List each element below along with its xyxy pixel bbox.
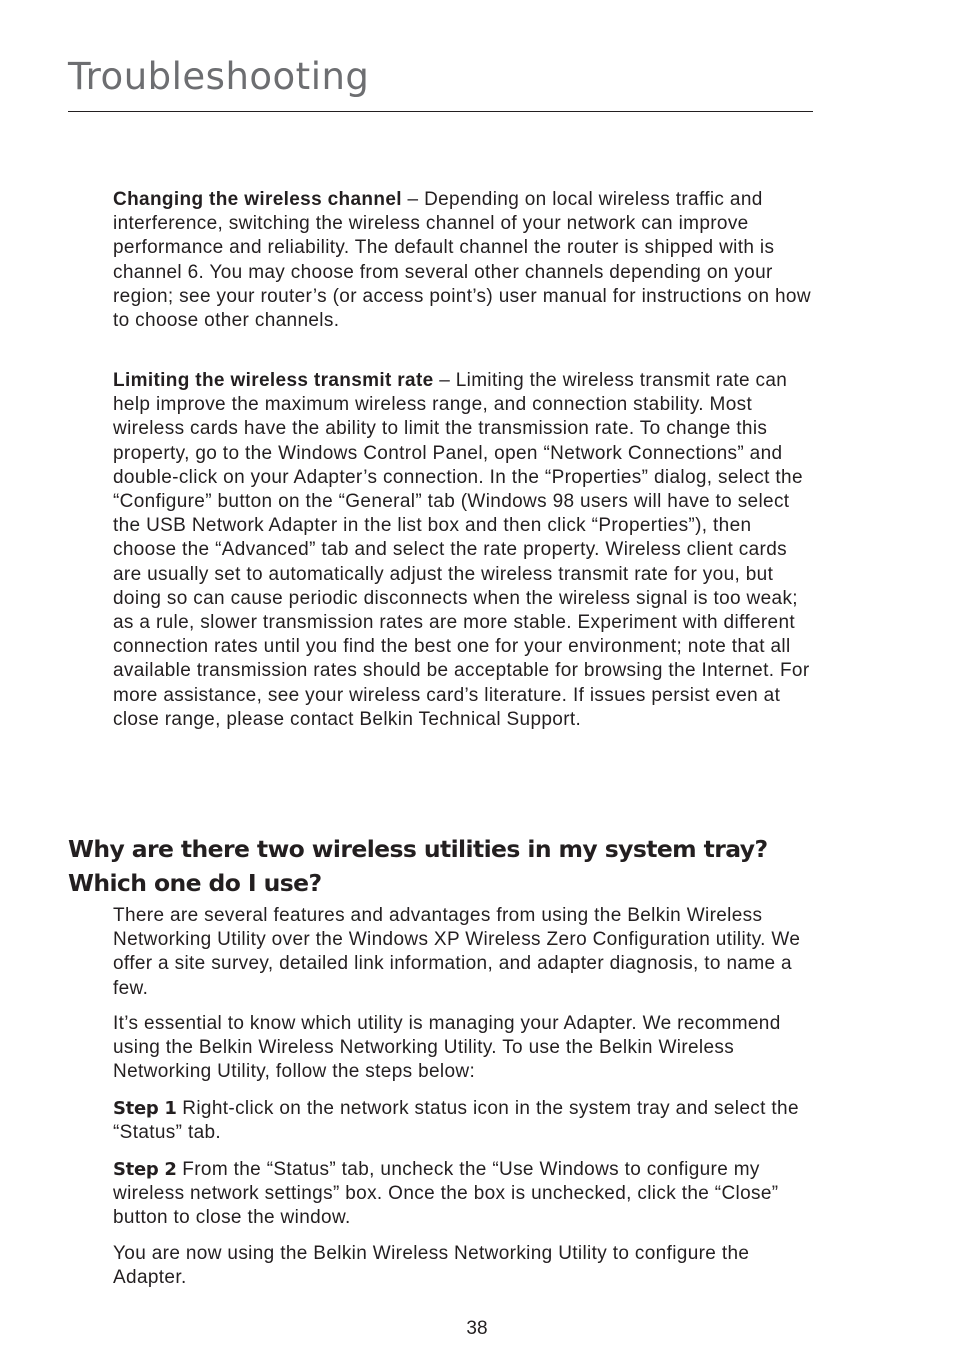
header-divider	[68, 111, 813, 112]
paragraph-closing: You are now using the Belkin Wireless Networking Utility to configure the Adapter.	[113, 1243, 750, 1289]
step-label: Step 2	[113, 1159, 177, 1180]
section-heading-line1: Why are there two wireless utilities in my system tray?	[68, 835, 768, 863]
section-heading	[68, 832, 828, 900]
step-1	[113, 1097, 813, 1145]
paragraph-text: – Depending on local wireless traffic and interference, switching the wireless channel of your network can improve performance and reliability. The default channel the router is shipped with is channel 6. You may choose from several other channels depending on your region; see your router’s (or access point’s) user manual for instructions on how to choose other channels.	[113, 189, 811, 332]
paragraph-essential: It’s essential to know which utility is managing your Adapter. We recommend using the Belkin Wireless Networking Utility. To use the Belkin Wireless Networking Utility, follow the steps below:	[113, 1013, 781, 1083]
page-number: 38	[466, 1318, 488, 1339]
term-changing-channel: Changing the wireless channel	[113, 189, 402, 210]
step-2	[113, 1158, 813, 1231]
paragraph-text: – Limiting the wireless transmit rate can help improve the maximum wireless range, and connection stability. Most wireless cards have the ability to limit the transmission rate. To change this property, go to the Windows Control Panel, open “Network Connections” and double-click on your Adapter’s connection. In the “Properties” dialog, select the “Configure” button on the “General” tab (Windows 98 users will have to select the USB Network Adapter in the list box and then click “Properties”), then choose the “Advanced” tab and select the rate property. Wireless client cards are usually set to automatically adjust the wireless transmit rate for you, but doing so can cause periodic disconnects when the wireless signal is too weak; as a rule, slower transmission rates are more stable. Experiment with different connection rates until you find the best one for your environment; note that all available transmission rates should be acceptable for browsing the Internet. For more assistance, see your wireless card’s literature. If issues persist even at close range, please contact Belkin Technical Support.	[113, 370, 810, 730]
step-text: Right-click on the network status icon in the system tray and select the “Status” tab.	[113, 1098, 799, 1144]
paragraph-features: There are several features and advantages from using the Belkin Wireless Networking Utility over the Windows XP Wireless Zero Configuration utility. We offer a site survey, detailed link information, and adapter diagnosis, to name a few.	[113, 905, 801, 999]
paragraph-changing-channel	[113, 188, 813, 333]
section-heading-line2: Which one do I use?	[68, 869, 322, 897]
paragraph-limiting-rate	[113, 369, 813, 732]
step-text: From the “Status” tab, uncheck the “Use Windows to configure my wireless network settings” box. Once the box is unchecked, click the “Close” button to close the window.	[113, 1159, 779, 1229]
term-limiting-rate: Limiting the wireless transmit rate	[113, 370, 434, 391]
step-label: Step 1	[113, 1098, 177, 1119]
page-title: Troubleshooting	[68, 55, 370, 98]
